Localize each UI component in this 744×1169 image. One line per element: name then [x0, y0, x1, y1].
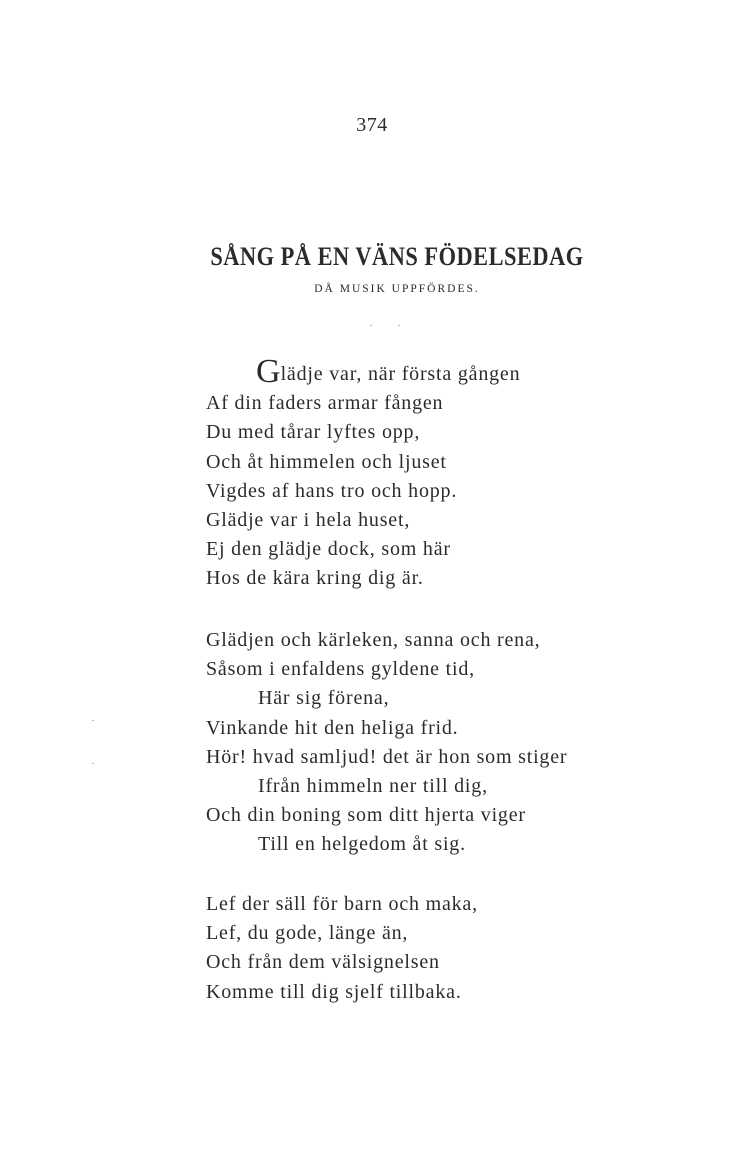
poem-line: Af din faders armar fången: [206, 392, 444, 415]
page-number: 374: [356, 114, 388, 136]
poem-line: Du med tårar lyftes opp,: [206, 421, 421, 444]
poem-line: Ifrån himmeln ner till dig,: [258, 774, 488, 797]
poem-line: Lef, du gode, länge än,: [206, 922, 409, 945]
poem-line: Vinkande hit den heliga frid.: [206, 716, 459, 739]
poem-line: Hör! hvad samljud! det är hon som stiger: [206, 745, 568, 768]
stanza-3: [206, 890, 478, 1007]
poem-line: Vigdes af hans tro och hopp.: [206, 479, 458, 502]
poem-line: Komme till dig sjelf tillbaka.: [206, 980, 462, 1003]
first-line-text: lädje var, när första gången: [280, 363, 521, 385]
poem-subtitle: DÅ MUSIK UPPFÖRDES.: [314, 283, 480, 295]
poem-line: Ej den glädje dock, som här: [206, 538, 451, 561]
poem-line: Till en helgedom åt sig.: [258, 833, 466, 856]
poem-title: SÅNG PÅ EN VÄNS FÖDELSEDAG: [210, 242, 584, 271]
poem-line: Här sig förena,: [258, 687, 390, 710]
poem-line: Såsom i enfaldens gyldene tid,: [206, 658, 475, 681]
scan-speck: [92, 720, 94, 721]
poem-line: Hos de kära kring dig är.: [206, 567, 424, 590]
stanza-1: [206, 353, 521, 594]
poem-line: Och åt himmelen och ljuset: [206, 450, 447, 473]
poem-line: Och din boning som ditt hjerta viger: [206, 804, 526, 827]
scan-speck: [398, 325, 400, 326]
scan-speck: [92, 763, 94, 764]
drop-cap: G: [256, 353, 281, 390]
poem-line: Glädje var i hela huset,: [206, 508, 411, 531]
poem-line: [206, 353, 521, 390]
poem-line: Och från dem välsignelsen: [206, 951, 440, 974]
poem-line: Glädjen och kärleken, sanna och rena,: [206, 629, 541, 651]
stanza-2: [206, 626, 567, 860]
poem-line: Lef der säll för barn och maka,: [206, 893, 478, 915]
scan-speck: [370, 325, 372, 326]
